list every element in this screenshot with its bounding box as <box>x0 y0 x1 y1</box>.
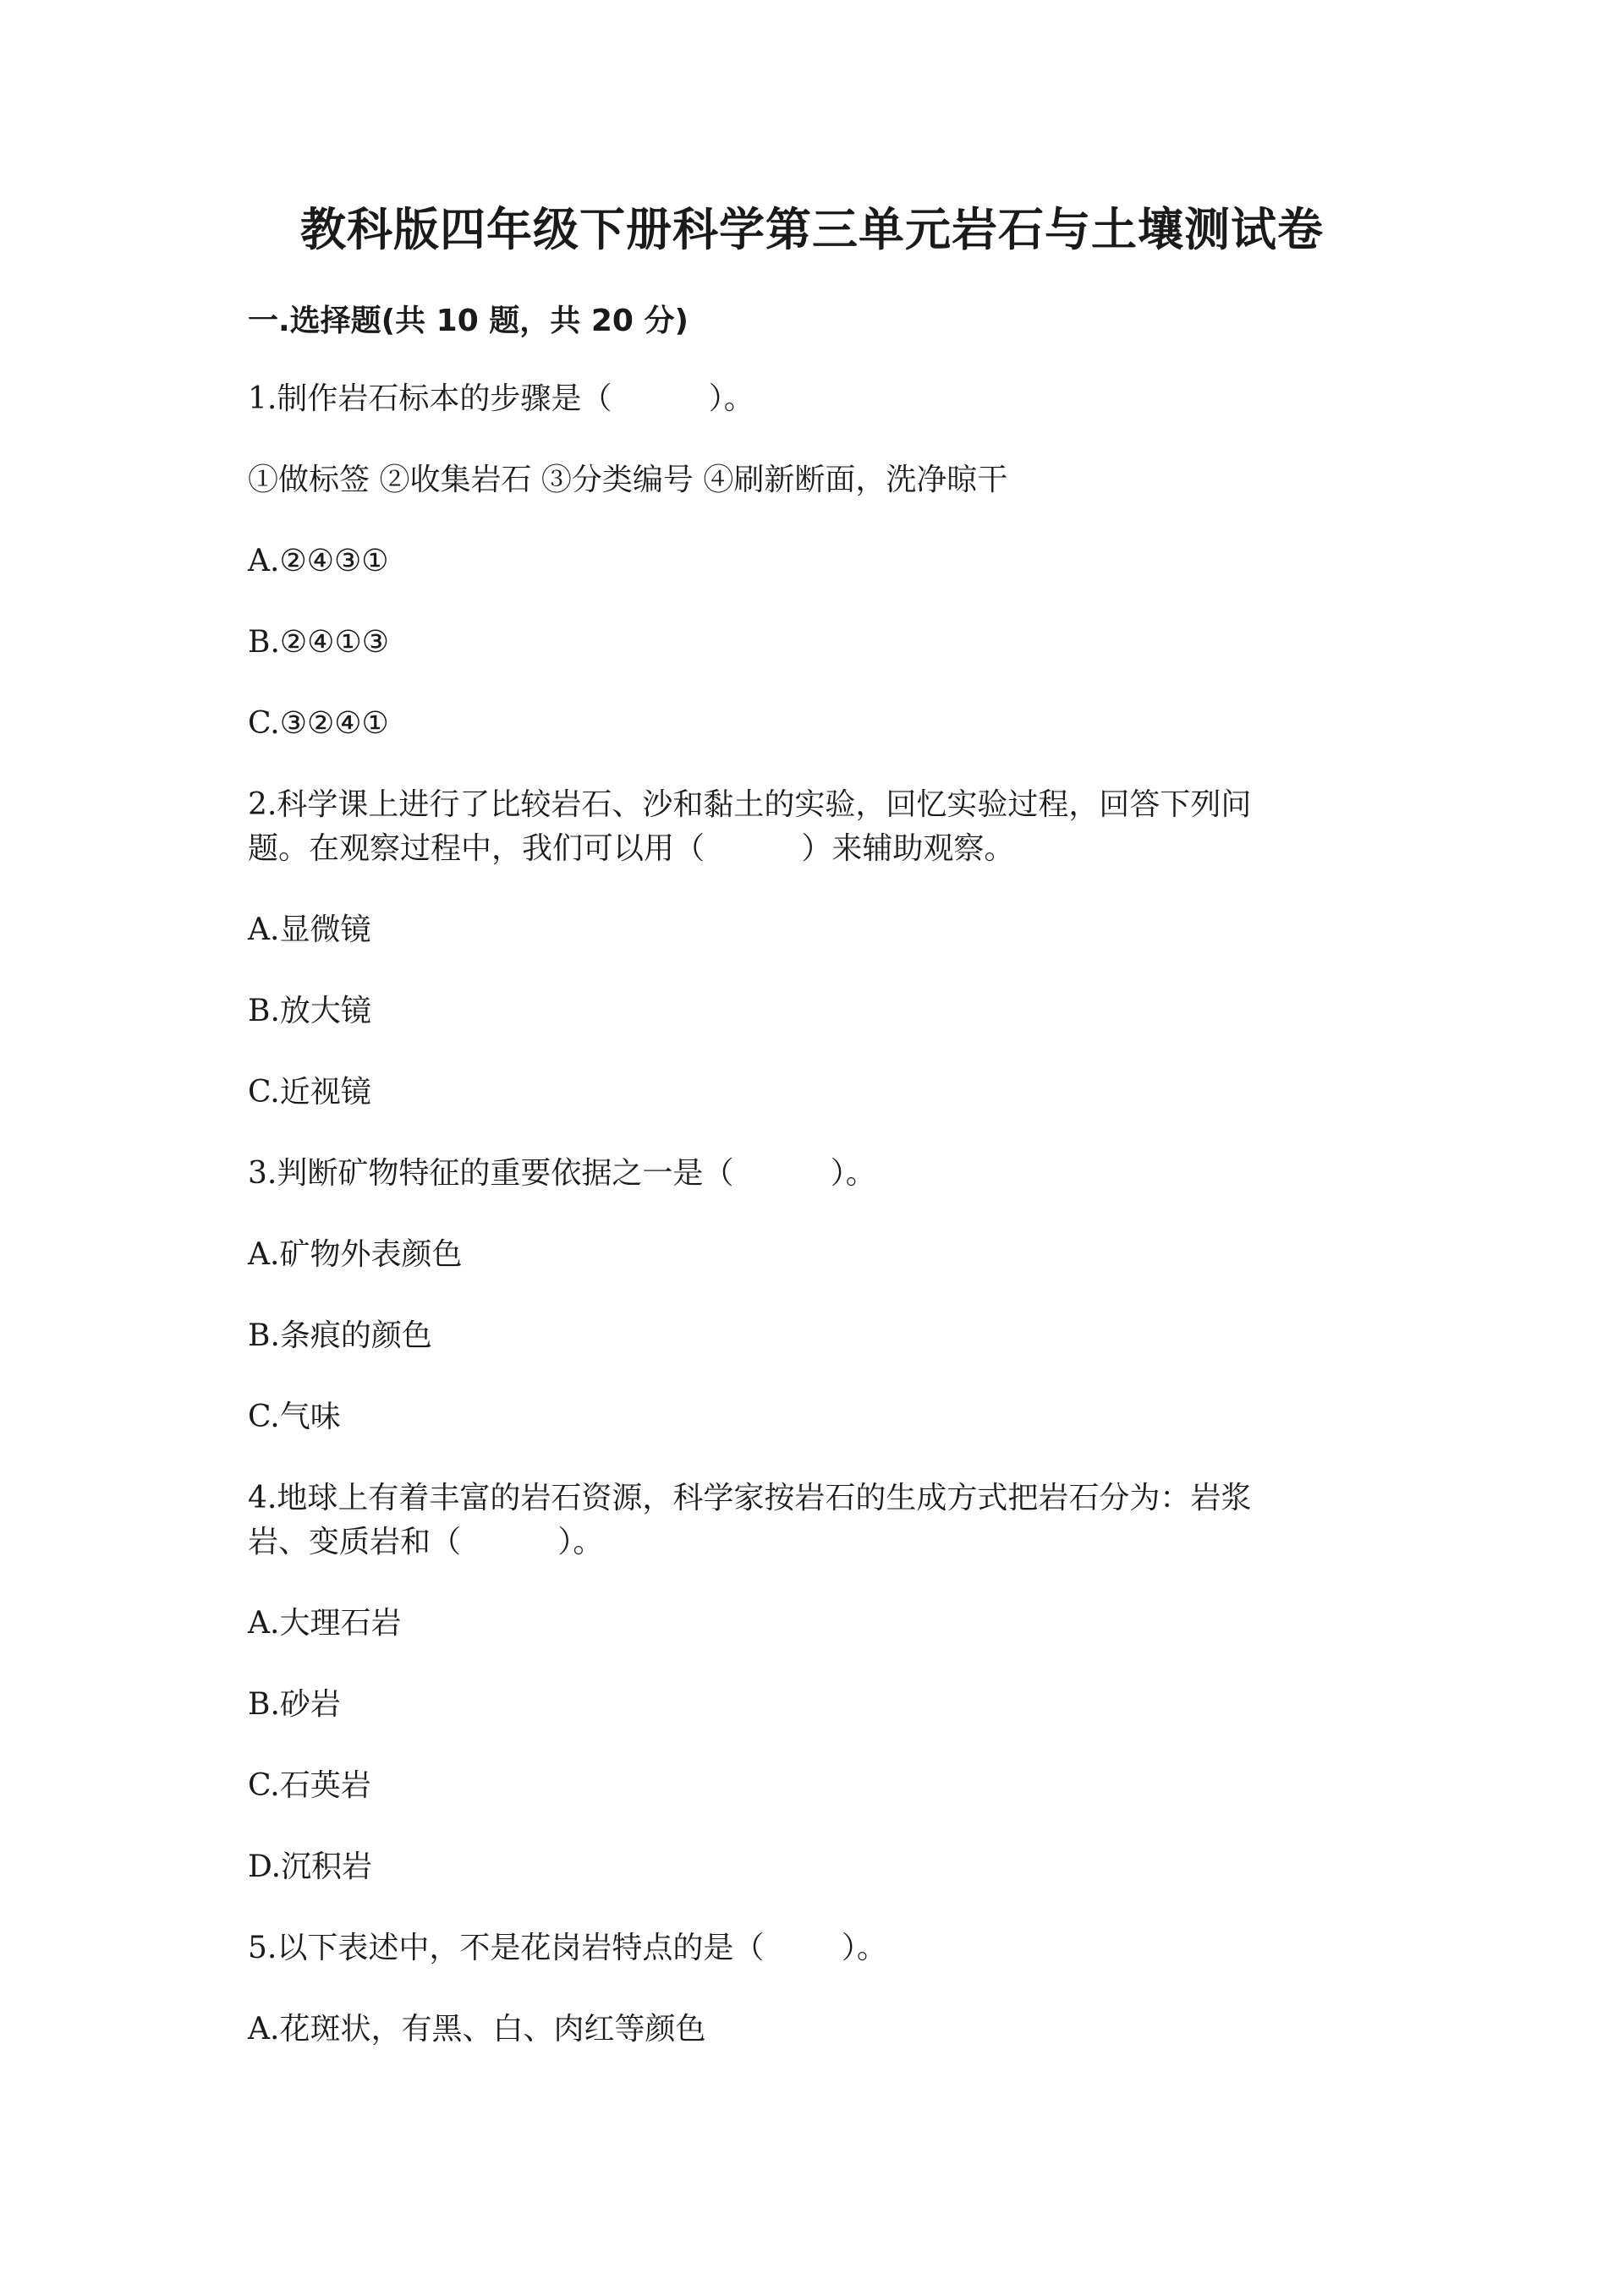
question-2-stem-line-1: 2.科学课上进行了比较岩石、沙和黏土的实验，回忆实验过程，回答下列问 <box>248 787 1252 822</box>
question-1-option-c: C.③②④① <box>248 706 389 741</box>
question-2-option-a: A.显微镜 <box>248 912 371 947</box>
section-heading: 一.选择题(共 10 题，共 20 分) <box>248 304 689 338</box>
question-3-option-b: B.条痕的颜色 <box>248 1318 432 1353</box>
question-5-option-a: A.花斑状，有黑、白、肉红等颜色 <box>248 2012 706 2047</box>
question-2-option-b: B.放大镜 <box>248 994 371 1028</box>
question-2-stem-line-2: 题。在观察过程中，我们可以用（ ）来辅助观察。 <box>248 831 1015 866</box>
question-3-option-c: C.气味 <box>248 1400 341 1434</box>
question-4-option-b: B.砂岩 <box>248 1687 341 1722</box>
question-4-stem-line-2: 岩、变质岩和（ ）。 <box>248 1525 604 1559</box>
question-2-option-c: C.近视镜 <box>248 1075 371 1110</box>
question-4-option-a: A.大理石岩 <box>248 1606 402 1641</box>
question-1-option-b: B.②④①③ <box>248 625 389 660</box>
question-4-option-c: C.石英岩 <box>248 1768 371 1803</box>
question-1-stem: 1.制作岩石标本的步骤是（ ）。 <box>248 381 754 416</box>
question-4-option-d: D.沉积岩 <box>248 1849 373 1884</box>
question-4-stem-line-1: 4.地球上有着丰富的岩石资源，科学家按岩石的生成方式把岩石分为：岩浆 <box>248 1481 1252 1515</box>
question-3-option-a: A.矿物外表颜色 <box>248 1237 463 1272</box>
question-3-stem: 3.判断矿物特征的重要依据之一是（ ）。 <box>248 1156 876 1191</box>
question-5-stem: 5.以下表述中，不是花岗岩特点的是（ ）。 <box>248 1931 887 1965</box>
question-1-steps: ①做标签 ②收集岩石 ③分类编号 ④刷新断面，洗净晾干 <box>248 463 1008 497</box>
document-title: 教科版四年级下册科学第三单元岩石与土壤测试卷 <box>300 203 1324 256</box>
question-1-option-a: A.②④③① <box>248 544 389 578</box>
